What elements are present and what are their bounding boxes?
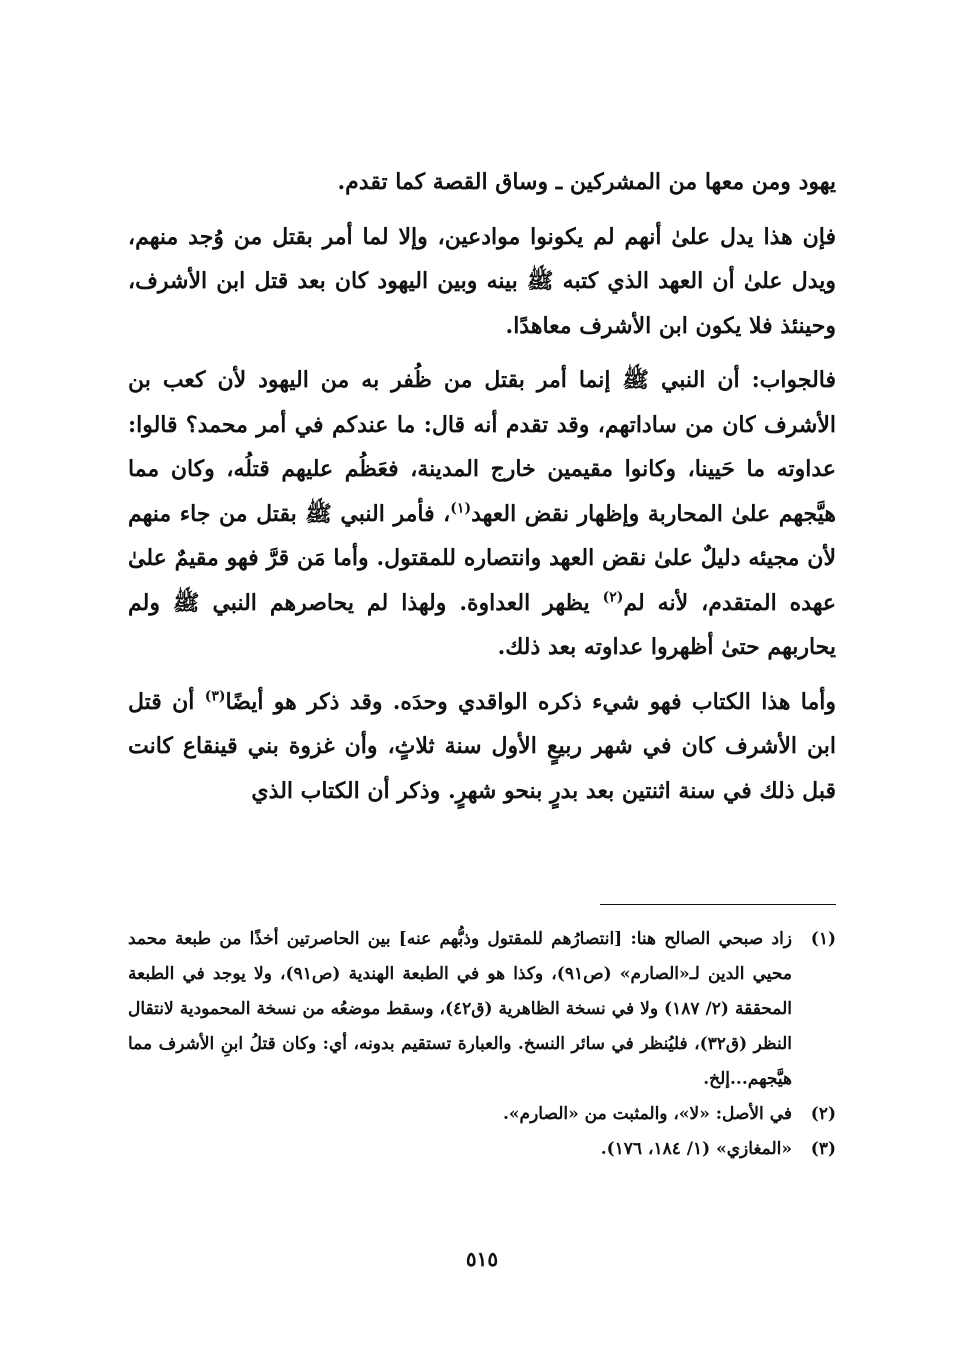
- footnote-item: [128, 922, 836, 1097]
- paragraph-4: [128, 680, 836, 814]
- page-number: ٥١٥: [465, 1247, 499, 1271]
- paragraph-3-part-b: ، فأمر النبي ﷺ بقتل من جاء منهم لأن مجيئه دليلٌ علىٰ نقض العهد وانتصاره للمقتول. وأما مَن قرَّ فهو مقيمٌ علىٰ عهده المتقدم، لأنه لم: [128, 500, 836, 616]
- paragraph-4-part-a: وأما هذا الكتاب فهو شيء ذكره الواقدي وحدَه. وقد ذكر هو أيضًا: [225, 688, 836, 715]
- paragraph-3-part-c: يظهر العداوة. ولهذا لم يحاصرهم النبي ﷺ ولم يحاربهم حتىٰ أظهروا عداوته بعد ذلك.: [128, 589, 836, 660]
- footnote-text: زاد صبحي الصالح هنا: [انتصارُهم للمقتول وذبُّهم عنه] بين الحاصرتين أخذًا من طبعة محمد محيي الدين لـ«الصارم» (ص٩١)، وكذا هو في الطبعة الهندية (ص٩١)، ولا يوجد في الطبعة المحققة (٢/ ١٨٧) ولا في نسخة الظاهرية (ق٤٢)، وسقط موضعُه من نسخة المحمودية لانتقال النظر (ق٣٢)، فليُنظر في سائر النسخ. والعبارة تستقيم بدونه، أي: وكان قتلُ ابنِ الأشرف مما هيَّجهم...إلخ.: [128, 929, 792, 1089]
- main-text: [128, 160, 836, 813]
- footnote-text: في الأصل: «لا»، والمثبت من «الصارم».: [503, 1104, 792, 1124]
- footnote-number: (٣): [810, 1139, 836, 1159]
- footnote-item: [128, 1132, 836, 1167]
- paragraph-2: فإن هذا يدل علىٰ أنهم لم يكونوا موادعين، وإلا لما أمر بقتل من وُجد منهم، ويدل علىٰ أن العهد الذي كتبه ﷺ بينه وبين اليهود كان بعد قتل ابن الأشرف، وحينئذ فلا يكون ابن الأشرف معاهدًا.: [128, 223, 836, 339]
- footnote-ref-3[interactable]: (٣): [204, 688, 226, 705]
- footnote-ref-1[interactable]: (١): [450, 500, 472, 517]
- footnote-ref-2[interactable]: (٢): [602, 589, 624, 606]
- footnote-number: (١): [810, 929, 836, 949]
- footnote-separator: [600, 904, 836, 905]
- paragraph-1: يهود ومن معها من المشركين ـ وساق القصة كما تقدم.: [337, 169, 836, 195]
- footnote-number: (٢): [810, 1104, 836, 1124]
- paragraph-4-part-b: أن قتل ابن الأشرف كان في شهر ربيعٍ الأول سنة ثلاثٍ، وأن غزوة بني قينقاع كانت قبل ذلك في سنة اثنتين بعد بدرٍ بنحو شهرٍ. وذكر أن الكتاب الذي: [128, 688, 836, 804]
- answer-lead-word: فالجواب:: [751, 367, 836, 393]
- paragraph-3: [128, 358, 836, 670]
- paragraph-3-part-a: أن النبي ﷺ إنما أمر بقتل من ظُفر به من اليهود لأن كعب بن الأشرف كان من ساداتهم، وقد تقدم أنه قال: ما عندكم في أمر محمد؟ قالوا: عداوته ما حَيينا، وكانوا مقيمين خارج المدينة، فعَظُم عليهم قتلُه، وكان مما هيَّجهم علىٰ المحاربة وإظهار نقض العهد: [128, 367, 836, 527]
- footnote-text: «المغازي» (١/ ١٨٤، ١٧٦).: [600, 1139, 792, 1159]
- footnotes: [128, 922, 836, 1167]
- footnote-item: [128, 1097, 836, 1132]
